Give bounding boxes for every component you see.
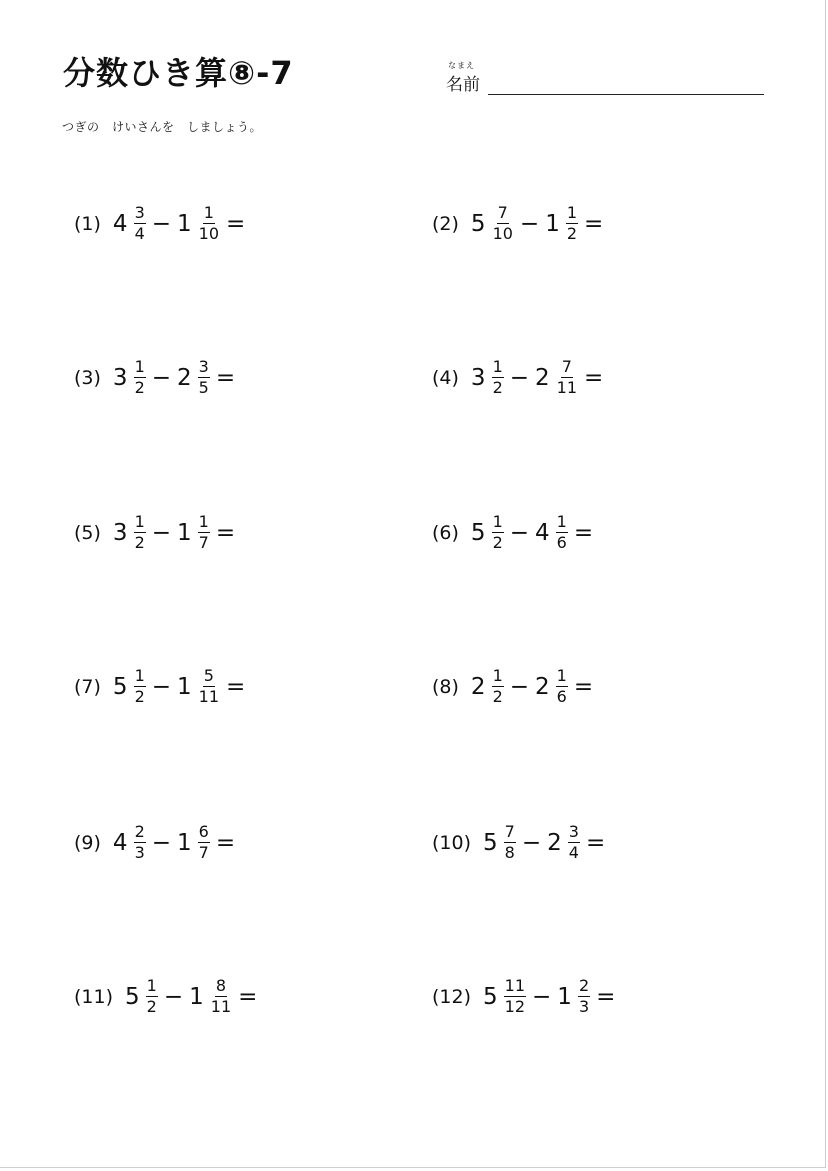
equals-sign: = [584, 210, 604, 237]
problem-number: (3) [74, 366, 101, 389]
fraction [198, 668, 220, 705]
denominator: 2 [146, 997, 157, 1016]
numerator: 1 [492, 357, 503, 376]
problem [432, 514, 593, 551]
fraction [492, 514, 504, 551]
numerator: 1 [566, 203, 578, 222]
whole-number: 2 [535, 364, 550, 391]
problem [432, 205, 603, 242]
numerator: 8 [215, 976, 227, 995]
problem [432, 668, 593, 705]
numerator: 3 [568, 822, 579, 841]
fraction [492, 205, 514, 242]
whole-number: 1 [557, 983, 572, 1010]
numerator: 1 [146, 976, 157, 995]
fraction [504, 978, 526, 1015]
denominator: 7 [198, 843, 209, 862]
whole-number: 5 [483, 829, 498, 856]
problem [74, 359, 235, 396]
fraction [146, 978, 158, 1015]
numerator: 1 [556, 666, 567, 685]
numerator: 2 [578, 976, 590, 995]
page-title: 分数ひき算⑧-7 [63, 54, 294, 92]
numerator: 1 [134, 357, 145, 376]
numerator: 2 [134, 822, 145, 841]
numerator: 1 [203, 203, 214, 222]
minus-sign: − [509, 519, 530, 546]
problem [432, 978, 615, 1015]
fraction [492, 668, 504, 705]
minus-sign: − [509, 364, 530, 391]
denominator: 2 [492, 687, 503, 706]
problem-number: (10) [432, 831, 472, 854]
denominator: 3 [578, 997, 590, 1016]
denominator: 5 [198, 378, 209, 397]
whole-number: 1 [177, 829, 192, 856]
whole-number: 2 [547, 829, 562, 856]
denominator: 3 [134, 843, 145, 862]
denominator: 10 [198, 224, 220, 243]
fraction [556, 359, 578, 396]
problem-number: (5) [74, 521, 101, 544]
whole-number: 1 [177, 519, 192, 546]
numerator: 1 [134, 666, 145, 685]
whole-number: 5 [470, 210, 486, 237]
numerator: 7 [504, 822, 515, 841]
whole-number: 4 [112, 829, 128, 856]
fraction [492, 359, 504, 396]
minus-sign: − [151, 673, 172, 700]
fraction [134, 205, 146, 242]
numerator: 5 [203, 666, 214, 685]
problem-number: (2) [432, 212, 459, 235]
whole-number: 4 [535, 519, 550, 546]
minus-sign: − [151, 364, 172, 391]
denominator: 2 [134, 687, 145, 706]
denominator: 11 [198, 687, 220, 706]
fraction [566, 205, 578, 242]
denominator: 2 [492, 533, 503, 552]
problem [74, 514, 235, 551]
denominator: 12 [504, 997, 526, 1016]
numerator: 7 [497, 203, 508, 222]
problem [74, 978, 257, 1015]
whole-number: 1 [189, 983, 204, 1010]
numerator: 11 [504, 976, 526, 995]
problem-number: (4) [432, 366, 459, 389]
minus-sign: − [151, 210, 172, 237]
fraction [556, 668, 568, 705]
problem [74, 205, 245, 242]
whole-number: 4 [112, 210, 128, 237]
whole-number: 1 [177, 210, 192, 237]
instructions: つぎの けいさんを しましょう。 [62, 120, 263, 134]
fraction [556, 514, 568, 551]
numerator: 1 [134, 512, 145, 531]
problem-number: (1) [74, 212, 101, 235]
fraction [578, 978, 590, 1015]
whole-number: 2 [535, 673, 550, 700]
whole-number: 1 [545, 210, 560, 237]
problem [432, 359, 603, 396]
fraction [198, 205, 220, 242]
equals-sign: = [226, 210, 246, 237]
denominator: 4 [568, 843, 579, 862]
fraction [134, 824, 146, 861]
name-underline[interactable] [488, 94, 764, 95]
equals-sign: = [573, 673, 594, 700]
whole-number: 3 [112, 364, 128, 391]
fraction [198, 824, 210, 861]
problem-number: (11) [74, 985, 114, 1008]
numerator: 3 [198, 357, 209, 376]
denominator: 2 [492, 378, 503, 397]
equals-sign: = [585, 829, 606, 856]
minus-sign: − [532, 983, 552, 1010]
denominator: 10 [492, 224, 513, 243]
equals-sign: = [215, 364, 236, 391]
denominator: 7 [198, 533, 209, 552]
denominator: 8 [504, 843, 515, 862]
denominator: 6 [556, 687, 567, 706]
fraction [504, 824, 516, 861]
fraction [198, 359, 210, 396]
whole-number: 5 [112, 673, 128, 700]
numerator: 1 [556, 512, 567, 531]
fraction [198, 514, 210, 551]
numerator: 1 [492, 512, 503, 531]
numerator: 7 [561, 357, 572, 376]
name-ruby: なまえ [448, 61, 475, 70]
minus-sign: − [163, 983, 184, 1010]
fraction [134, 514, 146, 551]
minus-sign: − [519, 210, 540, 237]
problem [74, 668, 245, 705]
denominator: 6 [556, 533, 567, 552]
whole-number: 5 [483, 983, 498, 1010]
minus-sign: − [151, 519, 172, 546]
numerator: 1 [198, 512, 209, 531]
problem-number: (6) [432, 521, 459, 544]
denominator: 2 [566, 224, 578, 243]
whole-number: 1 [177, 673, 192, 700]
minus-sign: − [509, 673, 530, 700]
denominator: 11 [210, 997, 232, 1016]
whole-number: 5 [125, 983, 140, 1010]
numerator: 1 [492, 666, 503, 685]
name-field [446, 60, 766, 100]
whole-number: 2 [470, 673, 486, 700]
denominator: 4 [134, 224, 145, 243]
fraction [210, 978, 232, 1015]
equals-sign: = [584, 364, 604, 391]
fraction [134, 359, 146, 396]
whole-number: 3 [112, 519, 128, 546]
problem [432, 824, 605, 861]
whole-number: 3 [470, 364, 486, 391]
denominator: 2 [134, 378, 145, 397]
equals-sign: = [573, 519, 594, 546]
minus-sign: − [521, 829, 542, 856]
problem-number: (7) [74, 675, 101, 698]
numerator: 6 [198, 822, 209, 841]
whole-number: 2 [177, 364, 192, 391]
equals-sign: = [215, 829, 236, 856]
numerator: 3 [134, 203, 145, 222]
problem-number: (12) [432, 985, 472, 1008]
denominator: 2 [134, 533, 145, 552]
denominator: 11 [556, 378, 578, 397]
equals-sign: = [215, 519, 236, 546]
fraction [134, 668, 146, 705]
problem-number: (9) [74, 831, 101, 854]
equals-sign: = [596, 983, 616, 1010]
name-label: 名前 [446, 75, 480, 95]
problem [74, 824, 235, 861]
whole-number: 5 [470, 519, 486, 546]
equals-sign: = [226, 673, 246, 700]
equals-sign: = [238, 983, 258, 1010]
problem-number: (8) [432, 675, 459, 698]
fraction [568, 824, 580, 861]
minus-sign: − [151, 829, 172, 856]
